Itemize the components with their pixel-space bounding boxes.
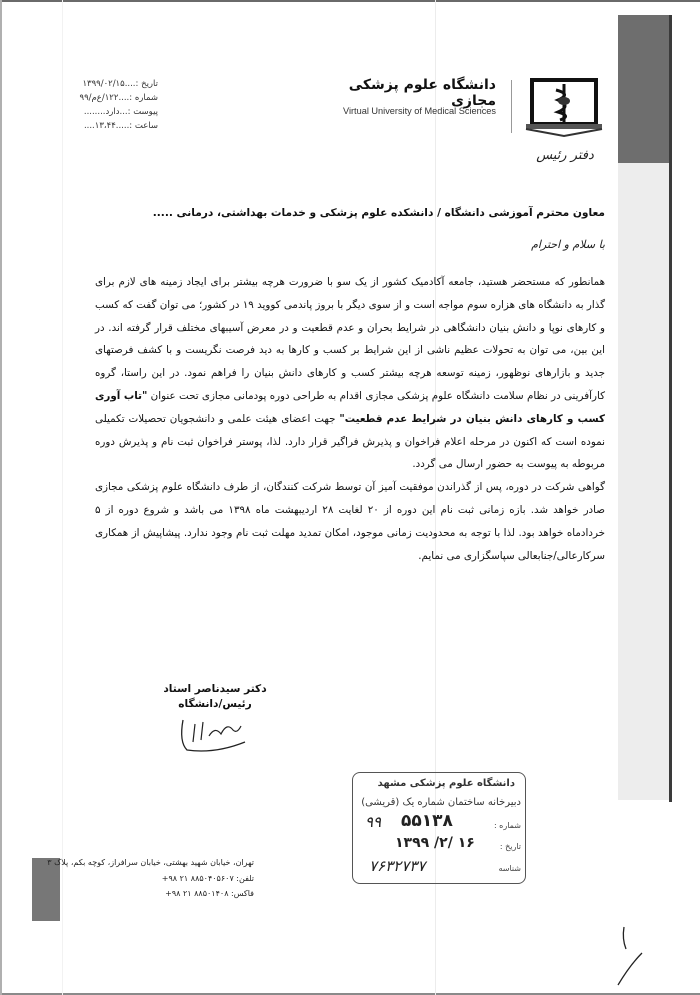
meta-attachment [70, 105, 158, 119]
stamp-id-value: ۷۶۳۲۷۳۷ [369, 857, 426, 875]
received-stamp [352, 772, 526, 884]
stamp-number-value: ۵۵۱۳۸ [401, 811, 453, 831]
meta-number-value: ....۱۲۲/ع‌م/۹۹ [79, 93, 130, 103]
footer-phone-label: تلفن: [236, 873, 254, 883]
meta-time-value: .....۱۳،۴۴.... [83, 121, 130, 131]
course-title: "تاب آوری کسب و کارهای دانش بنیان در شرایط عدم قطعیت" [95, 389, 605, 425]
scan-edge-top [0, 0, 700, 2]
meta-attachment-value: ...دارد........ [83, 107, 128, 117]
logo-divider [511, 80, 512, 133]
salutation: معاون محترم آموزشی دانشگاه / دانشکده علوم پزشکی و خدمات بهداشتی، درمانی ..... [152, 207, 605, 219]
meta-number [70, 91, 158, 105]
meta-number-label: شماره : [129, 93, 158, 103]
logo-book-base [526, 124, 602, 129]
stamp-unit: دبیرخانه ساختمان شماره یک (قریشی) [361, 797, 521, 808]
footer-address: تهران، خیابان شهید بهشتی، خیابان سرافراز، کوچه بکم، پلاک ۳ [47, 858, 254, 867]
stamp-id-label: شناسه [498, 864, 521, 873]
letter-body [95, 271, 605, 567]
university-logo-icon [522, 78, 606, 138]
greeting: با سلام و احترام [531, 238, 605, 251]
footer-phone [64, 871, 254, 887]
meta-date-value: ....۱۳۹۹/۰۲/۱۵ [82, 79, 136, 89]
letterhead-side-bar-line [669, 15, 672, 802]
body-paragraph-2: گواهی شرکت در دوره، پس از گذراندن موفقیت آمیز آن توسط شرکت کنندگان، از طرف دانشگاه علوم پزشکی مجازی صادر خواهد شد. بازه زمانی ثبت نام این دوره از ۲۰ لغایت ۲۸ اردیبهشت ماه ۱۳۹۸ می باشد و شروع دوره از ۵ خردادماه خواهد بود. لذا با توجه به محدودیت زمانی موجود، امکان تمدید مهلت ثبت نام وجود ندارد. پیشاپیش از همکاری سرکارعالی/جنابعالی سپاسگزاری می نمایم. [95, 481, 606, 562]
handwritten-signature [175, 712, 255, 757]
fold-line [62, 0, 63, 995]
meta-date-label: تاریخ : [135, 79, 158, 89]
university-name-en: Virtual University of Medical Sciences [342, 106, 496, 116]
body-p1-text-cont: جهت اعضای هیئت علمی و دانشجویان تحصیلات تکمیلی نموده است که اکنون در مرحله اعلام فراخوان و پذیرش فراگیر قرار دارد. لذا، پوستر فراخوان ثبت نام و پذیرش دوره مربوطه به پیوست به حضور ارسال می گردد. [95, 412, 605, 471]
letterhead-side-bar-light [618, 163, 670, 800]
meta-time-label: ساعت : [129, 121, 158, 131]
signatory-title: رئیس/دانشگاه [178, 698, 252, 710]
handwritten-corner-mark [612, 925, 652, 990]
stamp-date-value: ۱۳۹۹ /۲/ ۱۶ [395, 835, 475, 851]
stamp-number-prefix: ۹۹ [365, 813, 382, 831]
stamp-date-label: تاریخ : [499, 842, 521, 851]
signatory-name: دکتر سیدناصر استاد [163, 683, 267, 695]
stamp-number-label: شماره : [493, 821, 521, 830]
office-of-president-label: دفتر رئیس [536, 148, 594, 163]
meta-time [70, 119, 158, 133]
meta-date [70, 77, 158, 91]
logo-book-pages [526, 129, 602, 136]
letterhead-side-bar-dark [618, 15, 670, 163]
footer-fax-value: ۸۸۵۰۱۴۰۸ ۲۱ ۹۸+ [165, 889, 229, 898]
footer-fax [64, 886, 254, 902]
body-paragraph-1 [95, 271, 605, 476]
meta-attachment-label: پیوست : [127, 107, 158, 117]
footer-phone-value: ۸۸۵۰۴۰۵۶۰۷ ۲۱ ۹۸+ [161, 873, 234, 883]
body-p1-text: همانطور که مستحضر هستید، جامعه آکادمیک کشور از یک سو با ضرورت هرچه بیشتر برای ایجاد زمینه های لازم برای گذار به دانشگاه های هزاره سوم مواجه است و از سوی دیگر با بروز پاندمی کووید ۱۹ در کشور؛ می توان گفت که کسب و کارهای نوپا و دانش بنیان دانشگاهی در شرایط بحران و عدم قطعیت و در معرض آسیبهای مختلف قرار گرفته اند. در این بین، می توان به تحولات عظیم ناشی از این شرایط بر کسب و کارها به دید فرصت نگریست و با کشف فرصتهای جدید و بازارهای نوظهور، زمینه توسعه هرچه بیشتر کسب و کارهای دانش بنیان را فراهم نمود. در این راستا، گروه کارآفرینی در نظام سلامت دانشگاه علوم پزشکی مجازی اقدام به طراحی دوره پودمانی مجازی تحت عنوان [95, 276, 606, 402]
footer-fax-label: فاکس: [231, 889, 254, 898]
stamp-org: دانشگاه علوم پزشکی مشهد [377, 778, 515, 789]
letter-meta [70, 77, 158, 133]
logo-serpent-head [558, 97, 570, 105]
footer-contact [47, 855, 254, 902]
scan-edge-left [0, 0, 2, 995]
university-name-fa: دانشگاه علوم پزشکی مجازی [348, 77, 496, 109]
logo-serpent [556, 90, 566, 120]
